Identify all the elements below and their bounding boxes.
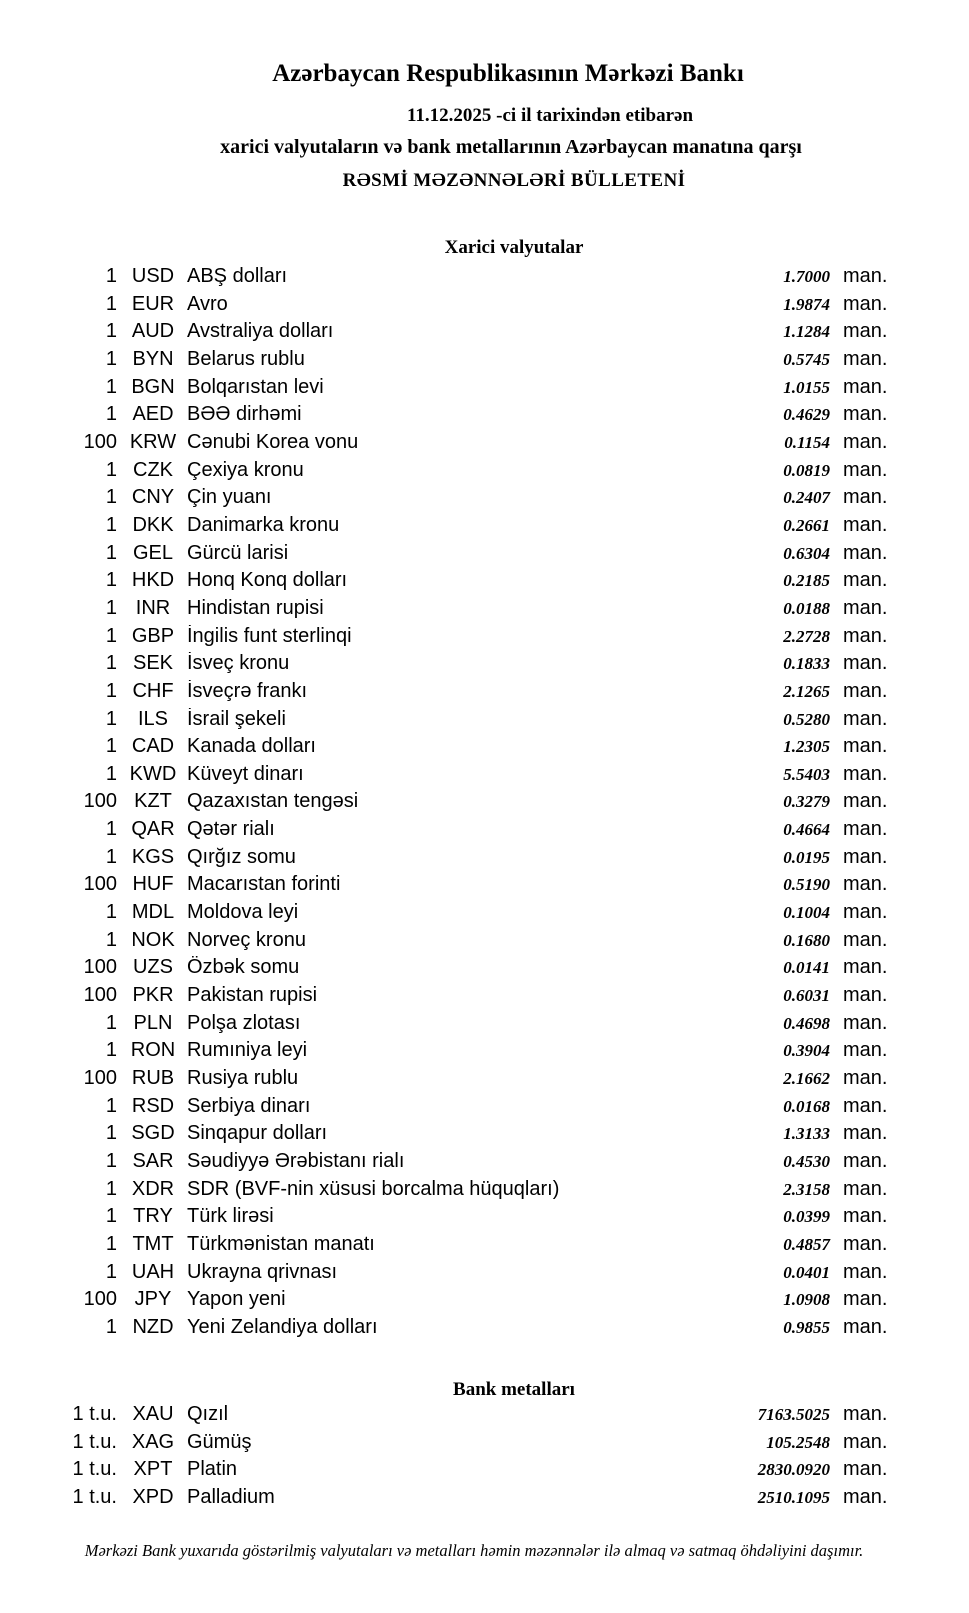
- currency-name: Platin: [187, 1458, 238, 1480]
- rate-value: 7163.5025: [757, 1405, 830, 1424]
- quantity-value: 1: [105, 679, 117, 702]
- rate-row: [40, 680, 893, 708]
- currency-name: Sinqapur dolları: [187, 1122, 328, 1145]
- currency-code: TMT: [132, 1232, 174, 1255]
- rate-row: [40, 652, 893, 680]
- rate-value: 0.0195: [783, 847, 830, 867]
- currency-name: Qırğız somu: [187, 845, 296, 868]
- rate-value: 1.1284: [783, 322, 830, 342]
- quantity-value: 1: [105, 403, 117, 426]
- rate-row: [40, 818, 893, 846]
- unit-label: man.: [843, 652, 888, 675]
- rate-row: [40, 1067, 893, 1095]
- rate-row: [40, 1233, 893, 1261]
- unit-label: man.: [843, 513, 888, 536]
- quantity-value: 100: [83, 790, 117, 813]
- currency-name: Palladium: [187, 1485, 275, 1508]
- currency-name: Gürcü larisi: [187, 541, 289, 564]
- currency-code: TRY: [133, 1205, 173, 1228]
- unit-label: man.: [843, 596, 888, 619]
- rate-value: 0.4629: [783, 405, 830, 425]
- quantity-value: 1: [105, 1177, 117, 1200]
- rate-value: 0.6031: [783, 986, 830, 1006]
- rate-value: 5.5403: [783, 764, 830, 784]
- currency-name: Honq Konq dolları: [187, 569, 348, 592]
- rate-row: [40, 1150, 893, 1178]
- currency-name: Serbiya dinarı: [187, 1094, 311, 1117]
- currency-name: Ukrayna qrivnası: [187, 1260, 338, 1283]
- quantity-value: 1: [105, 265, 117, 287]
- rate-value: 0.0188: [783, 598, 830, 618]
- rate-row: [40, 403, 893, 431]
- quantity-value: 1 t.u.: [72, 1485, 117, 1508]
- currency-code: UZS: [133, 956, 173, 979]
- quantity-value: 1 t.u.: [72, 1430, 117, 1453]
- rate-row: [40, 265, 893, 293]
- unit-label: man.: [843, 1011, 888, 1034]
- quantity-value: 1: [105, 292, 117, 315]
- currency-code: XPD: [132, 1485, 174, 1508]
- currency-name: Kanada dolları: [187, 735, 316, 758]
- currency-code: INR: [135, 596, 171, 619]
- currency-name: Avro: [187, 292, 228, 315]
- rate-value: 0.1004: [783, 903, 830, 923]
- rate-value: 0.0819: [783, 460, 830, 480]
- quantity-value: 1: [105, 375, 117, 398]
- currency-code: DKK: [132, 513, 174, 536]
- unit-label: man.: [843, 458, 888, 481]
- rate-value: 1.3133: [783, 1124, 830, 1144]
- rate-row: [40, 1403, 893, 1431]
- rate-value: 2510.1095: [757, 1487, 830, 1507]
- currency-name: Bolqarıstan levi: [187, 375, 324, 398]
- unit-label: man.: [843, 1067, 888, 1090]
- quantity-value: 1: [105, 596, 117, 619]
- rate-row: [40, 514, 893, 542]
- currency-name: Rumıniya leyi: [187, 1039, 308, 1062]
- rate-value: 1.0155: [783, 377, 830, 397]
- unit-label: man.: [843, 1094, 888, 1117]
- rate-value: 0.5190: [783, 875, 830, 895]
- quantity-value: 1: [105, 735, 117, 758]
- currency-code: KWD: [129, 762, 177, 785]
- unit-label: man.: [843, 1485, 888, 1508]
- disclaimer-text: Mərkəzi Bank yuxarıda göstərilmiş valyutaları və metalları həmin məzənnələr ilə almaq və satmaq öhdəliyini daşımır.: [84, 1541, 864, 1560]
- rate-value: 0.0399: [783, 1207, 830, 1227]
- currency-name: Cənubi Korea vonu: [187, 430, 359, 453]
- currency-code: XAG: [131, 1430, 175, 1453]
- rate-row: [40, 1178, 893, 1206]
- rate-value: 1.2305: [783, 737, 830, 757]
- currency-name: Moldova leyi: [187, 901, 299, 924]
- unit-label: man.: [843, 707, 888, 730]
- currency-code: BGN: [131, 375, 175, 398]
- unit-label: man.: [843, 1315, 888, 1338]
- unit-label: man.: [843, 1430, 888, 1453]
- quantity-value: 1: [105, 1094, 117, 1117]
- currency-name: Belarus rublu: [187, 347, 305, 370]
- rate-row: [40, 790, 893, 818]
- unit-label: man.: [843, 762, 888, 785]
- rate-value: 0.3904: [783, 1041, 830, 1061]
- quantity-value: 1: [105, 901, 117, 924]
- unit-label: man.: [843, 956, 888, 979]
- unit-label: man.: [843, 873, 888, 896]
- currency-name: Yeni Zelandiya dolları: [187, 1315, 378, 1338]
- rate-row: [40, 459, 893, 487]
- currency-name: Səudiyyə Ərəbistanı rialı: [187, 1150, 405, 1172]
- currency-code: HKD: [131, 569, 175, 592]
- currency-name: Küveyt dinarı: [187, 762, 304, 785]
- unit-label: man.: [843, 1458, 888, 1480]
- unit-label: man.: [843, 790, 888, 813]
- currency-code: PKR: [132, 984, 174, 1007]
- quantity-value: 1: [105, 1260, 117, 1283]
- rate-value: 0.4698: [783, 1013, 830, 1033]
- rate-value: 0.0141: [783, 958, 830, 978]
- quantity-value: 1: [105, 1011, 117, 1034]
- currency-name: Türkmənistan manatı: [187, 1232, 375, 1255]
- rate-value: 0.1680: [783, 930, 830, 950]
- metals-table: [40, 1403, 893, 1513]
- rate-row: [40, 293, 893, 321]
- rate-row: [40, 320, 893, 348]
- bulletin-title: RƏSMİ MƏZƏNNƏLƏRİ BÜLLETENİ: [342, 170, 686, 191]
- rate-row: [40, 1205, 893, 1233]
- rate-value: 0.4857: [783, 1234, 830, 1254]
- rate-row: [40, 1316, 893, 1344]
- unit-label: man.: [843, 347, 888, 370]
- unit-label: man.: [843, 541, 888, 564]
- currency-name: Avstraliya dolları: [187, 320, 334, 343]
- currency-name: Rusiya rublu: [187, 1067, 299, 1090]
- quantity-value: 100: [83, 956, 117, 979]
- rate-value: 2.2728: [783, 626, 830, 646]
- unit-label: man.: [843, 1122, 888, 1145]
- rate-row: [40, 542, 893, 570]
- unit-label: man.: [843, 430, 888, 453]
- rate-value: 0.5745: [783, 349, 830, 369]
- effective-date-line: 11.12.2025 -ci il tarixindən etibarən: [406, 105, 694, 126]
- currency-code: EUR: [131, 292, 175, 315]
- rate-value: 2.3158: [783, 1179, 830, 1199]
- quantity-value: 1: [105, 818, 117, 841]
- rate-value: 105.2548: [766, 1432, 830, 1452]
- currency-code: CHF: [132, 679, 174, 702]
- unit-label: man.: [843, 901, 888, 924]
- rate-row: [40, 348, 893, 376]
- rate-row: [40, 569, 893, 597]
- quantity-value: 1: [105, 1205, 117, 1228]
- currencies-section-title: Xarici valyutalar: [444, 237, 584, 258]
- currency-code: SGD: [131, 1122, 175, 1145]
- unit-label: man.: [843, 1150, 888, 1172]
- unit-label: man.: [843, 679, 888, 702]
- currency-name: Macarıstan forinti: [187, 873, 341, 896]
- rate-row: [40, 735, 893, 763]
- rate-row: [40, 1261, 893, 1289]
- rate-row: [40, 376, 893, 404]
- currency-code: XPT: [133, 1458, 173, 1480]
- currency-code: XAU: [132, 1403, 174, 1425]
- currency-name: Danimarka kronu: [187, 513, 340, 536]
- unit-label: man.: [843, 928, 888, 951]
- quantity-value: 1: [105, 320, 117, 343]
- quantity-value: 1: [105, 541, 117, 564]
- rate-row: [40, 1288, 893, 1316]
- rate-row: [40, 984, 893, 1012]
- quantity-value: 1: [105, 569, 117, 592]
- rate-row: [40, 597, 893, 625]
- unit-label: man.: [843, 984, 888, 1007]
- bank-name-title: Azərbaycan Respublikasının Mərkəzi Bankı: [272, 60, 744, 87]
- rate-row: [40, 625, 893, 653]
- quantity-value: 100: [83, 1288, 117, 1311]
- currency-name: Pakistan rupisi: [187, 984, 318, 1007]
- rate-row: [40, 929, 893, 957]
- currency-code: AUD: [131, 320, 175, 343]
- rate-row: [40, 486, 893, 514]
- rate-value: 0.3279: [783, 792, 830, 812]
- currency-name: Qətər rialı: [187, 818, 275, 841]
- currency-code: QAR: [131, 818, 175, 841]
- quantity-value: 100: [83, 984, 117, 1007]
- currency-name: İsveç kronu: [187, 652, 290, 675]
- rate-value: 0.5280: [783, 709, 830, 729]
- currency-code: KRW: [129, 430, 177, 453]
- rate-value: 0.2661: [783, 515, 830, 535]
- unit-label: man.: [843, 375, 888, 398]
- unit-label: man.: [843, 1232, 888, 1255]
- currency-code: JPY: [134, 1288, 172, 1311]
- unit-label: man.: [843, 1403, 888, 1425]
- rate-row: [40, 431, 893, 459]
- currency-code: SAR: [132, 1150, 174, 1172]
- quantity-value: 1 t.u.: [72, 1403, 117, 1425]
- rate-value: 0.4664: [783, 820, 830, 840]
- quantity-value: 100: [83, 1067, 117, 1090]
- rate-row: [40, 1458, 893, 1486]
- currency-name: Qazaxıstan tengəsi: [187, 790, 359, 813]
- currency-name: Qızıl: [187, 1403, 229, 1425]
- quantity-value: 1: [105, 707, 117, 730]
- currency-code: NZD: [132, 1315, 174, 1338]
- quantity-value: 1: [105, 347, 117, 370]
- unit-label: man.: [843, 1177, 888, 1200]
- currency-code: GEL: [132, 541, 174, 564]
- currency-code: SEK: [132, 652, 174, 675]
- currency-code: BYN: [132, 347, 174, 370]
- rate-row: [40, 873, 893, 901]
- quantity-value: 100: [83, 873, 117, 896]
- rate-value: 1.0908: [783, 1290, 830, 1310]
- rate-value: 0.1154: [784, 432, 830, 452]
- quantity-value: 100: [83, 430, 117, 453]
- unit-label: man.: [843, 1039, 888, 1062]
- rate-value: 2.1662: [783, 1069, 830, 1089]
- rate-row: [40, 1039, 893, 1067]
- subject-line: xarici valyutaların və bank metallarının Azərbaycan manatına qarşı: [220, 136, 802, 158]
- unit-label: man.: [843, 486, 888, 509]
- unit-label: man.: [843, 1288, 888, 1311]
- rate-row: [40, 1486, 893, 1514]
- quantity-value: 1: [105, 624, 117, 647]
- currency-code: XDR: [131, 1177, 175, 1200]
- currency-name: BƏƏ dirhəmi: [187, 403, 302, 426]
- rate-value: 2.1265: [783, 681, 830, 701]
- currency-code: USD: [131, 265, 175, 287]
- currency-code: AED: [132, 403, 174, 426]
- currency-name: Gümüş: [187, 1430, 252, 1453]
- rate-value: 0.0401: [783, 1262, 830, 1282]
- currency-code: MDL: [131, 901, 175, 924]
- currency-code: CAD: [131, 735, 175, 758]
- rate-row: [40, 1012, 893, 1040]
- rate-value: 1.9874: [783, 294, 830, 314]
- rate-row: [40, 1095, 893, 1123]
- currency-code: UAH: [131, 1260, 175, 1283]
- currency-name: SDR (BVF-nin xüsusi borcalma hüquqları): [187, 1177, 560, 1200]
- unit-label: man.: [843, 624, 888, 647]
- unit-label: man.: [843, 818, 888, 841]
- currency-name: Hindistan rupisi: [187, 596, 324, 619]
- unit-label: man.: [843, 403, 888, 426]
- currency-name: Norveç kronu: [187, 928, 306, 951]
- unit-label: man.: [843, 1205, 888, 1228]
- unit-label: man.: [843, 735, 888, 758]
- quantity-value: 1 t.u.: [72, 1458, 117, 1480]
- unit-label: man.: [843, 845, 888, 868]
- currency-name: Çexiya kronu: [187, 458, 304, 481]
- quantity-value: 1: [105, 1315, 117, 1338]
- currency-code: GBP: [131, 624, 175, 647]
- rate-value: 1.7000: [783, 267, 830, 286]
- rate-value: 0.2407: [783, 488, 830, 508]
- currency-code: KZT: [134, 790, 172, 813]
- quantity-value: 1: [105, 928, 117, 951]
- quantity-value: 1: [105, 486, 117, 509]
- currency-name: İsveçrə frankı: [187, 679, 308, 702]
- currency-code: CZK: [133, 458, 173, 481]
- currency-code: HUF: [132, 873, 174, 896]
- rate-value: 0.9855: [783, 1317, 830, 1337]
- quantity-value: 1: [105, 1122, 117, 1145]
- currency-code: KGS: [131, 845, 175, 868]
- rate-value: 0.1833: [783, 654, 830, 674]
- rate-value: 0.6304: [783, 543, 830, 563]
- metals-section-title: Bank metalları: [453, 1379, 575, 1400]
- currency-name: İngilis funt sterlinqi: [187, 624, 352, 647]
- currency-name: ABŞ dolları: [187, 265, 288, 287]
- rate-row: [40, 901, 893, 929]
- currency-name: Çin yuanı: [187, 486, 272, 509]
- rate-value: 2830.0920: [757, 1460, 830, 1479]
- unit-label: man.: [843, 1260, 888, 1283]
- rate-row: [40, 763, 893, 791]
- currency-code: RUB: [131, 1067, 175, 1090]
- unit-label: man.: [843, 292, 888, 315]
- unit-label: man.: [843, 320, 888, 343]
- currency-name: Polşa zlotası: [187, 1011, 301, 1034]
- quantity-value: 1: [105, 1232, 117, 1255]
- quantity-value: 1: [105, 1039, 117, 1062]
- rate-row: [40, 956, 893, 984]
- currency-code: RON: [130, 1039, 176, 1062]
- quantity-value: 1: [105, 845, 117, 868]
- quantity-value: 1: [105, 458, 117, 481]
- quantity-value: 1: [105, 513, 117, 536]
- rate-value: 0.0168: [783, 1096, 830, 1116]
- quantity-value: 1: [105, 762, 117, 785]
- rate-row: [40, 1122, 893, 1150]
- rate-value: 0.2185: [783, 571, 830, 591]
- currency-code: RSD: [131, 1094, 175, 1117]
- rate-row: [40, 708, 893, 736]
- unit-label: man.: [843, 265, 888, 287]
- rate-row: [40, 846, 893, 874]
- currencies-table: [40, 265, 893, 1344]
- currency-code: NOK: [131, 928, 175, 951]
- rate-row: [40, 1431, 893, 1459]
- currency-code: CNY: [131, 486, 175, 509]
- quantity-value: 1: [105, 1150, 117, 1172]
- currency-name: Türk lirəsi: [187, 1205, 274, 1228]
- currency-code: PLN: [133, 1011, 173, 1034]
- unit-label: man.: [843, 569, 888, 592]
- currency-name: Özbək somu: [187, 956, 300, 979]
- rate-value: 0.4530: [783, 1152, 830, 1171]
- currency-code: ILS: [137, 707, 169, 730]
- quantity-value: 1: [105, 652, 117, 675]
- currency-name: İsrail şekeli: [187, 707, 286, 730]
- currency-name: Yapon yeni: [187, 1288, 286, 1311]
